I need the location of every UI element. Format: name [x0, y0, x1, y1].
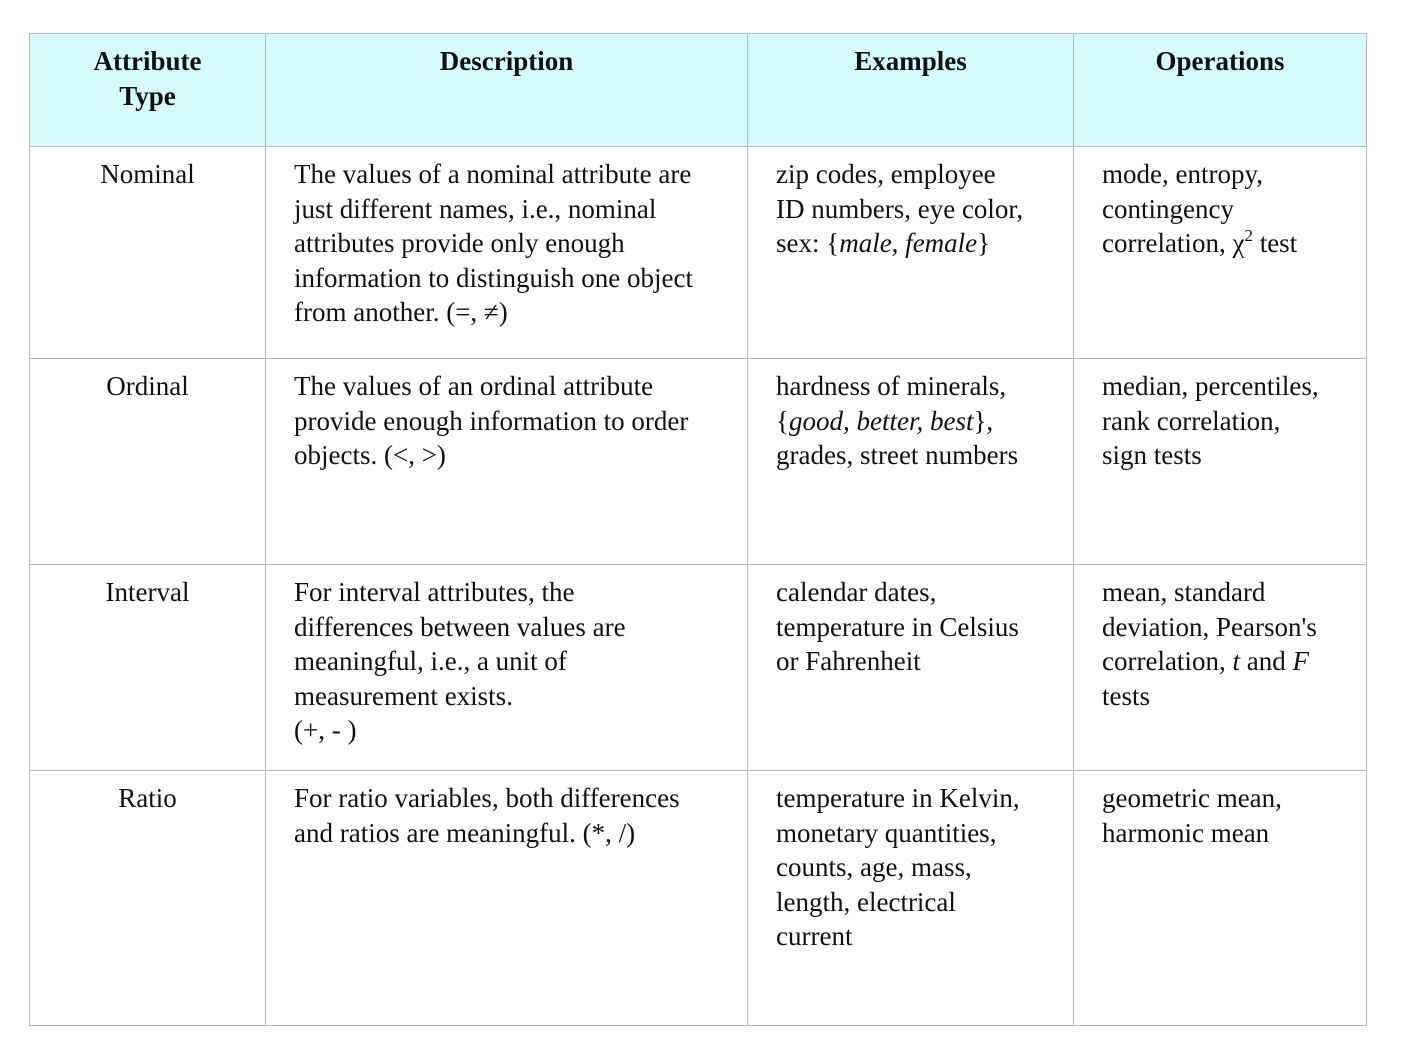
examples-cell-nominal	[748, 147, 1074, 359]
operations-line: median, percentiles,	[1102, 371, 1319, 401]
operations-line: mean, standard	[1102, 577, 1266, 607]
description-line: attributes provide only enough	[294, 228, 625, 258]
examples-line: length, electrical	[776, 886, 956, 917]
examples-cell-ratio	[748, 771, 1074, 1026]
examples-line: zip codes, employee	[776, 159, 996, 189]
description-line: objects. (<, >)	[294, 440, 446, 470]
type-cell-nominal: Nominal	[30, 147, 266, 359]
description-line: and ratios are meaningful. (*, /)	[294, 817, 636, 848]
header-attribute-type	[30, 34, 266, 147]
description-cell-ordinal	[266, 359, 748, 565]
attribute-types-table	[29, 33, 1367, 1026]
examples-text: }	[977, 228, 991, 258]
header-description: Description	[266, 34, 748, 147]
examples-line	[776, 226, 1061, 261]
table-row-ratio	[30, 771, 1367, 1026]
description-cell-ratio	[266, 771, 748, 1026]
operations-italic-text: t	[1232, 646, 1240, 676]
operations-line	[1102, 226, 1358, 261]
operations-line: geometric mean,	[1102, 783, 1282, 813]
table-row-interval	[30, 565, 1367, 771]
header-examples: Examples	[748, 34, 1074, 147]
operations-line: tests	[1102, 680, 1151, 711]
operations-text: test	[1252, 228, 1298, 258]
examples-line: current	[776, 921, 853, 951]
description-cell-nominal	[266, 147, 748, 359]
description-line: differences between values are	[294, 611, 626, 642]
header-type-line1: Attribute	[93, 46, 202, 76]
examples-text: },	[973, 405, 994, 436]
operations-line: mode, entropy,	[1102, 159, 1263, 189]
operations-line: deviation, Pearson's	[1102, 611, 1317, 642]
description-line: just different names, i.e., nominal	[294, 193, 657, 224]
operations-text: and	[1239, 646, 1293, 676]
examples-line: grades, street numbers	[776, 440, 1019, 470]
operations-line: contingency	[1102, 193, 1234, 224]
description-line: The values of an ordinal attribute	[294, 371, 654, 401]
header-operations: Operations	[1074, 34, 1367, 147]
examples-text: {	[776, 405, 789, 436]
examples-text: sex: {	[776, 228, 840, 258]
examples-line: temperature in Celsius	[776, 611, 1019, 642]
table-row-nominal	[30, 147, 1367, 359]
operations-text: correlation,	[1102, 646, 1233, 676]
operations-cell-ratio	[1074, 771, 1367, 1026]
header-type-line2: Type	[119, 80, 176, 111]
operations-cell-nominal	[1074, 147, 1367, 359]
examples-cell-ordinal	[748, 359, 1074, 565]
chi-squared-superscript: 2	[1244, 226, 1253, 245]
examples-line: calendar dates,	[776, 577, 937, 607]
examples-line: hardness of minerals,	[776, 371, 1007, 401]
operations-line: sign tests	[1102, 440, 1202, 470]
operations-line: harmonic mean	[1102, 817, 1270, 848]
examples-cell-interval	[748, 565, 1074, 771]
examples-line: or Fahrenheit	[776, 646, 921, 676]
description-line: For ratio variables, both differences	[294, 783, 680, 813]
description-line: meaningful, i.e., a unit of	[294, 646, 567, 676]
examples-line	[776, 404, 1061, 439]
examples-line: monetary quantities,	[776, 817, 997, 848]
type-cell-interval: Interval	[30, 565, 266, 771]
description-line: The values of a nominal attribute are	[294, 159, 692, 189]
examples-italic-text: good, better, best	[788, 405, 974, 436]
operations-line: rank correlation,	[1102, 405, 1281, 436]
description-line: measurement exists.	[294, 680, 513, 711]
operations-text: correlation, χ	[1102, 228, 1245, 258]
description-line: (+, - )	[294, 715, 357, 745]
header-row	[30, 34, 1367, 147]
operations-cell-ordinal	[1074, 359, 1367, 565]
operations-italic-text: F	[1292, 646, 1309, 676]
type-cell-ratio: Ratio	[30, 771, 266, 1026]
description-line: For interval attributes, the	[294, 577, 575, 607]
description-line: information to distinguish one object	[294, 262, 693, 293]
table-row-ordinal	[30, 359, 1367, 565]
examples-italic-text: male, female	[839, 228, 978, 258]
examples-line: counts, age, mass,	[776, 852, 972, 882]
type-cell-ordinal: Ordinal	[30, 359, 266, 565]
operations-line	[1102, 644, 1358, 679]
description-cell-interval	[266, 565, 748, 771]
examples-line: temperature in Kelvin,	[776, 783, 1020, 813]
description-line: from another. (=, ≠)	[294, 297, 508, 327]
examples-line: ID numbers, eye color,	[776, 193, 1024, 224]
description-line: provide enough information to order	[294, 405, 689, 436]
operations-cell-interval	[1074, 565, 1367, 771]
